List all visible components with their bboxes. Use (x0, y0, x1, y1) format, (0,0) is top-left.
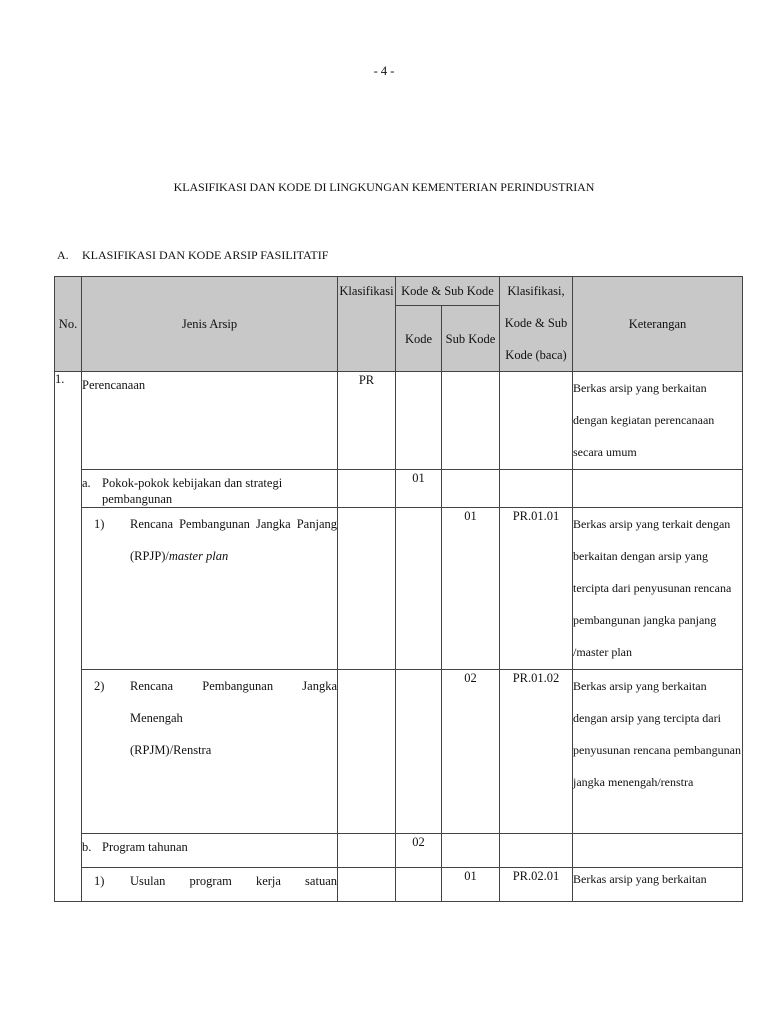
jenis-arsip-text: Pokok-pokok kebijakan dan strategi pembangunan (102, 476, 283, 506)
table-row (55, 372, 743, 470)
header-kode: Kode (396, 306, 442, 372)
jenis-arsip-line2 (130, 540, 337, 572)
keterangan-cell: Berkas arsip yang berkaitan dengan kegiatan perencanaan secara umum (573, 372, 743, 470)
sub-kode-cell: 01 (442, 868, 500, 902)
table-row (55, 834, 743, 868)
keterangan-cell: Berkas arsip yang berkaitan (573, 868, 743, 902)
sub-label: a. (82, 476, 91, 490)
kode-cell (396, 670, 442, 834)
klasifikasi-baca-cell (500, 372, 573, 470)
klasifikasi-baca-cell (500, 834, 573, 868)
jenis-arsip-line1: Rencana Pembangunan Jangka Panjang (130, 517, 337, 531)
table-row (55, 868, 743, 902)
keterangan-cell: Berkas arsip yang terkait dengan berkaitan dengan arsip yang tercipta dari penyusunan rencana pembangunan jangka panjang /master plan (573, 508, 743, 670)
klasifikasi-cell (338, 508, 396, 670)
klasifikasi-cell: PR (338, 372, 396, 470)
section-letter: A. (57, 248, 69, 262)
section-heading-text: KLASIFIKASI DAN KODE ARSIP FASILITATIF (82, 248, 329, 262)
jenis-arsip-text: Usulan program kerja satuan (130, 874, 337, 888)
keterangan-cell (573, 470, 743, 508)
item-label: 1) (94, 874, 105, 888)
klasifikasi-cell (338, 868, 396, 902)
section-heading (57, 248, 328, 263)
kode-cell (396, 508, 442, 670)
jenis-arsip-cell (82, 470, 338, 508)
header-jenis-arsip: Jenis Arsip (82, 277, 338, 372)
header-kode-sub-kode: Kode & Sub Kode (396, 277, 500, 306)
klasifikasi-baca-cell (500, 470, 573, 508)
jenis-arsip-cell (82, 670, 338, 834)
klasifikasi-baca-cell: PR.01.01 (500, 508, 573, 670)
klasifikasi-baca-cell: PR.01.02 (500, 670, 573, 834)
jenis-arsip-cell (82, 508, 338, 670)
klasifikasi-cell (338, 670, 396, 834)
klasifikasi-baca-cell: PR.02.01 (500, 868, 573, 902)
klasifikasi-cell (338, 470, 396, 508)
kode-cell: 02 (396, 834, 442, 868)
table-row (55, 508, 743, 670)
table-row (55, 470, 743, 508)
jenis-arsip-line2-b: master plan (168, 549, 229, 563)
keterangan-cell: Berkas arsip yang berkaitan dengan arsip yang tercipta dari penyusunan rencana pembangunan jangka menengah/renstra (573, 670, 743, 834)
header-klasifikasi-baca-line2: Kode & Sub (504, 316, 568, 330)
sub-kode-cell (442, 372, 500, 470)
header-sub-kode: Sub Kode (442, 306, 500, 372)
classification-table (54, 276, 743, 902)
keterangan-cell (573, 834, 743, 868)
sub-kode-cell (442, 834, 500, 868)
jenis-arsip-text: Program tahunan (102, 840, 188, 854)
sub-kode-cell: 02 (442, 670, 500, 834)
jenis-arsip-line2: (RPJM)/Renstra (130, 743, 212, 757)
header-klasifikasi-baca (500, 277, 573, 372)
document-title: KLASIFIKASI DAN KODE DI LINGKUNGAN KEMENTERIAN PERINDUSTRIAN (173, 180, 595, 194)
sub-kode-cell (442, 470, 500, 508)
jenis-arsip-line2-a: (RPJP)/ (130, 549, 169, 563)
jenis-arsip-line1: Rencana Pembangunan Jangka Menengah (130, 679, 337, 725)
sub-label: b. (82, 840, 92, 854)
kode-cell (396, 868, 442, 902)
jenis-arsip-cell (82, 834, 338, 868)
klasifikasi-cell (338, 834, 396, 868)
header-klasifikasi-baca-line1: Klasifikasi, (507, 284, 565, 298)
jenis-arsip-cell: Perencanaan (82, 372, 338, 470)
kode-cell: 01 (396, 470, 442, 508)
page-number: - 4 - (373, 64, 395, 78)
header-klasifikasi: Klasifikasi (338, 277, 396, 372)
jenis-arsip-cell (82, 868, 338, 902)
sub-kode-cell: 01 (442, 508, 500, 670)
item-label: 2) (94, 679, 105, 693)
table-row (55, 670, 743, 834)
kode-cell (396, 372, 442, 470)
header-klasifikasi-baca-line3: Kode (baca) (505, 348, 567, 362)
header-keterangan: Keterangan (573, 277, 743, 372)
header-no: No. (55, 277, 82, 372)
item-label: 1) (94, 517, 105, 531)
row-number: 1. (55, 372, 82, 902)
